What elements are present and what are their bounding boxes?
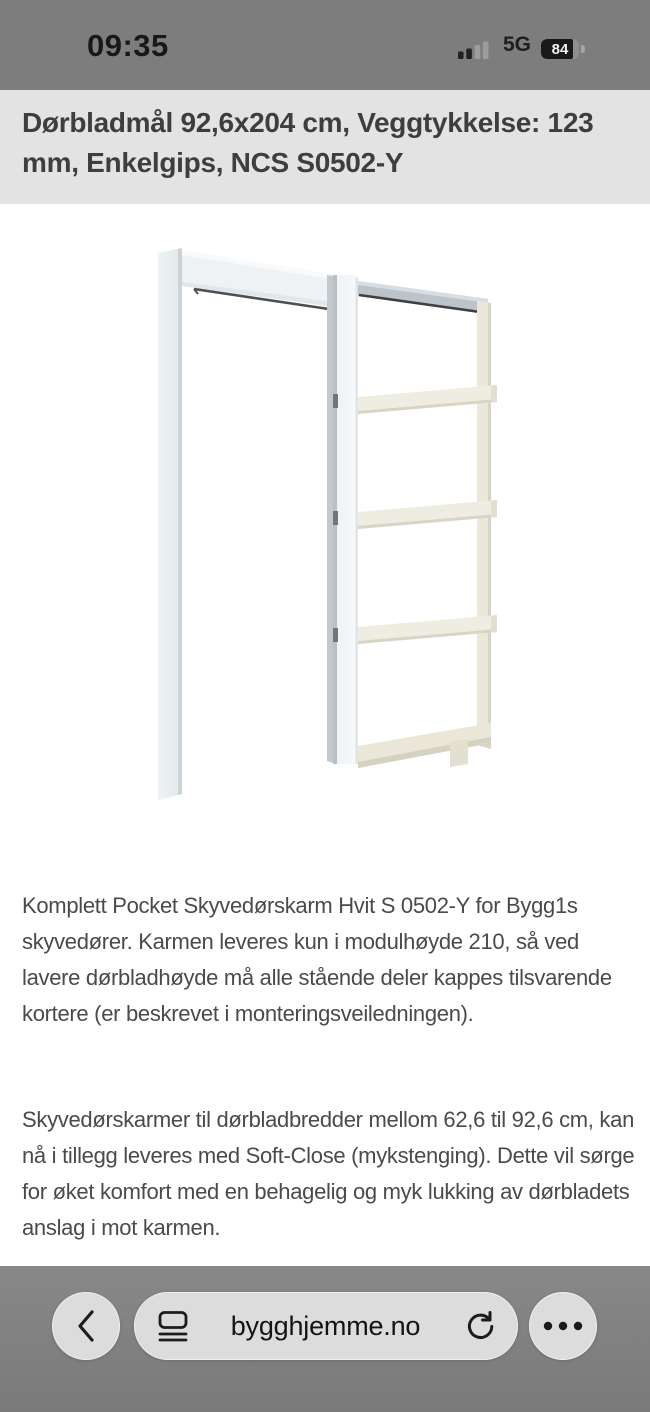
product-title-band bbox=[0, 90, 650, 204]
battery-icon bbox=[541, 39, 579, 59]
address-bar[interactable] bbox=[134, 1292, 518, 1360]
status-time: 09:35 bbox=[87, 28, 169, 63]
status-bar bbox=[0, 0, 650, 90]
battery-percent: 84 bbox=[551, 41, 569, 58]
page-title-line1: Dørbladmål 92,6x204 cm, Veggtykkelse: 123 bbox=[22, 107, 594, 138]
page-title-line2: mm, Enkelgips, NCS S0502-Y bbox=[22, 147, 404, 178]
description-paragraph-2: Skyvedørskarmer til dørbladbredder mellom 62,6 til 92,6 cm, kan nå i tillegg leveres med Soft-Close (mykstenging). Dette vil sørge for øket komfort med en behagelig og myk lukking av dørbladets anslag i mot karmen. bbox=[22, 1107, 635, 1240]
cellular-signal-icon bbox=[458, 40, 491, 59]
back-chevron-icon bbox=[76, 1309, 96, 1343]
page-title bbox=[0, 90, 650, 183]
back-button[interactable] bbox=[52, 1292, 120, 1360]
product-image[interactable] bbox=[128, 226, 530, 852]
reader-view-button[interactable] bbox=[157, 1308, 189, 1344]
battery-nub bbox=[581, 45, 585, 53]
refresh-button[interactable] bbox=[462, 1308, 498, 1344]
reader-view-icon bbox=[158, 1309, 188, 1343]
pocket-rails bbox=[358, 385, 497, 768]
more-menu-button[interactable] bbox=[529, 1292, 597, 1360]
url-text: bygghjemme.no bbox=[230, 1310, 421, 1341]
browser-toolbar bbox=[0, 1266, 650, 1412]
page-content bbox=[0, 204, 650, 1266]
network-type-label: 5G bbox=[503, 33, 532, 56]
refresh-icon bbox=[463, 1309, 497, 1343]
description-paragraph-1: Komplett Pocket Skyvedørskarm Hvit S 0502-Y for Bygg1s skyvedører. Karmen leveres kun i modulhøyde 210, så ved lavere dørbladhøyde må alle stående deler kappes tilsvarende kortere (er beskrevet i monteringsveiledningen). bbox=[22, 893, 612, 1026]
ellipsis-icon bbox=[542, 1321, 584, 1331]
